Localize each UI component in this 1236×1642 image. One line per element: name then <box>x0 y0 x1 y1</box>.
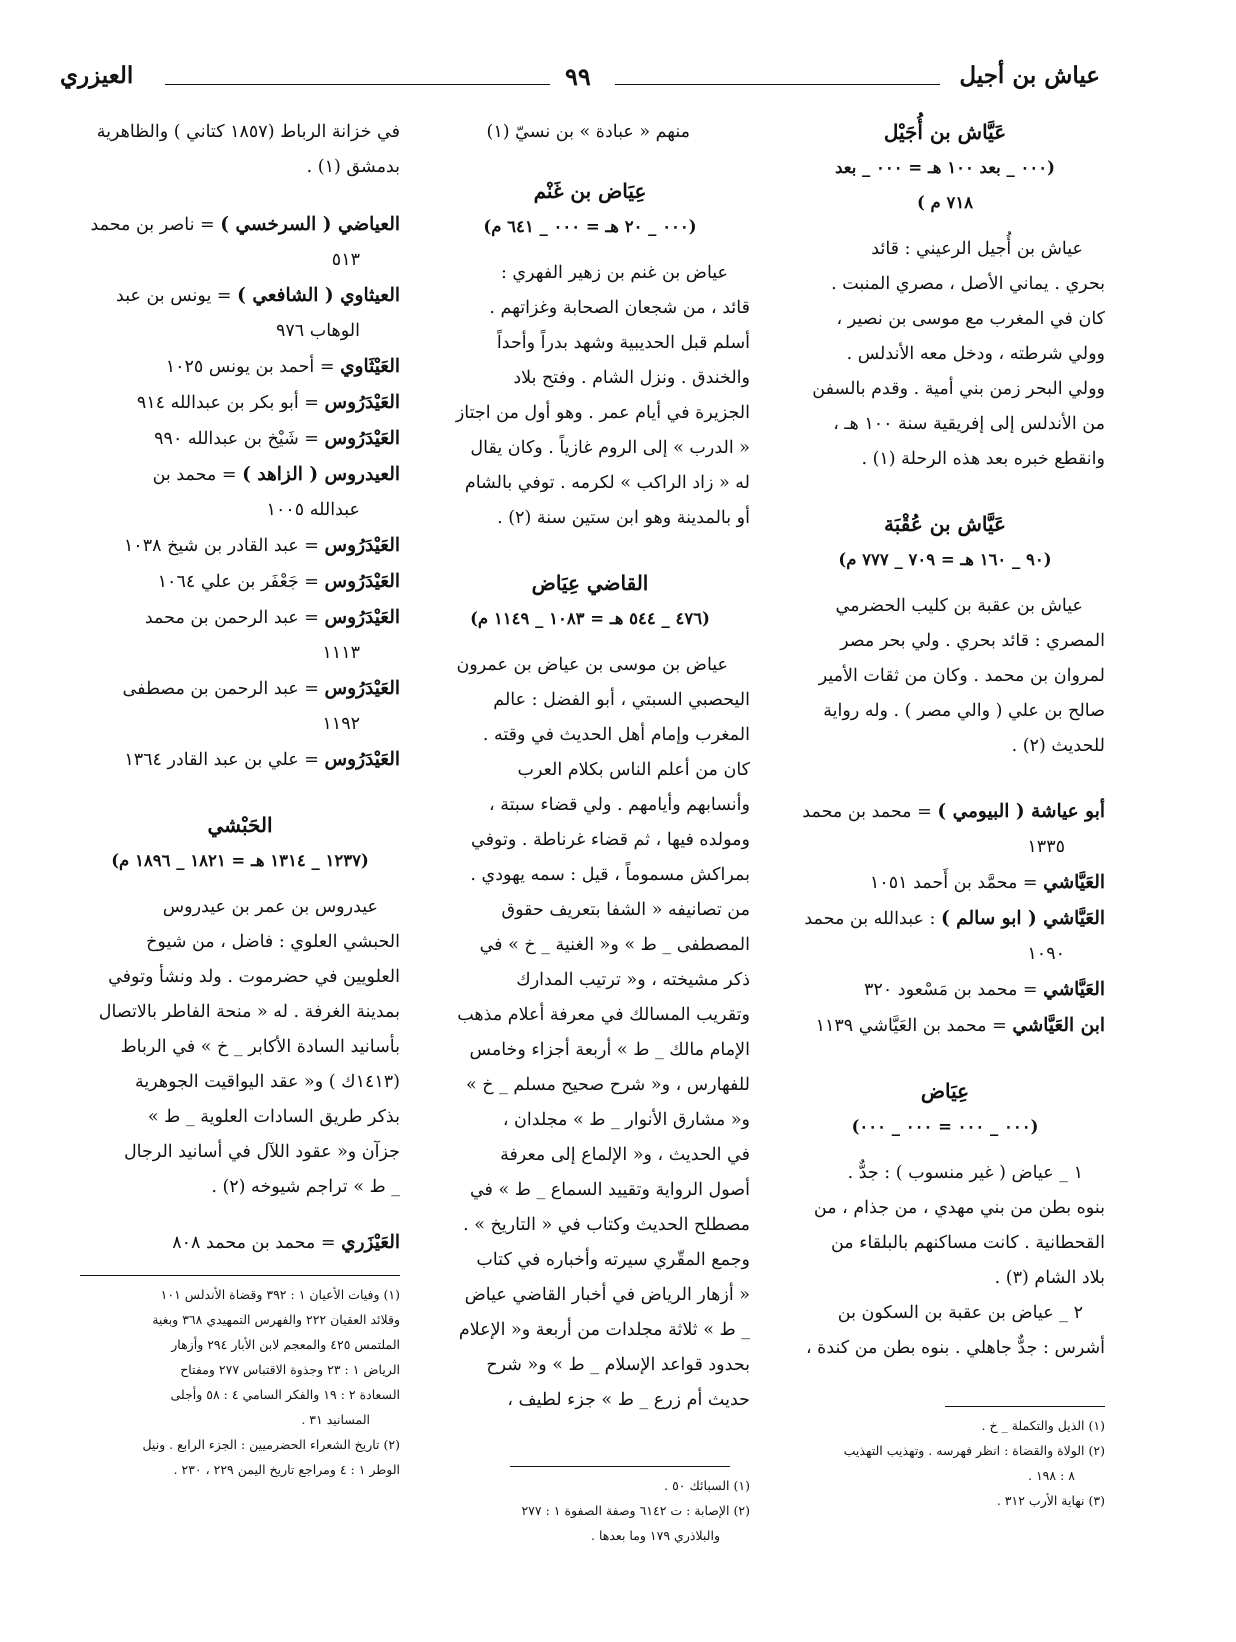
entry-dates: (٤٧٦ _ ٥٤٤ هـ = ١٠٨٣ _ ١١٤٩ م) <box>470 609 710 628</box>
text-line: الحبشي العلوي : فاضل ، من شيوخ <box>146 932 400 952</box>
text-line: بأسانيد السادة الأكابر _ خ » في الرباط <box>120 1037 400 1057</box>
cross-reference: أبو عياشة ( البيومي ) = محمد بن محمد <box>802 801 1105 822</box>
text-line: كان في المغرب مع موسى بن نصير ، <box>836 309 1105 329</box>
entry-heading: عَيَّاش بن أُجَيْل <box>883 120 1007 144</box>
text-line: وجمع المقّري سيرته وأخباره في كتاب <box>476 1250 750 1270</box>
text-line: الجزيرة في أيام عمر . وهو أول من اجتاز <box>455 403 750 423</box>
cross-reference: العَيْدَرُوس = عبد الرحمن بن محمد <box>144 607 400 628</box>
cross-reference: العَيْدَرُوس = عبد القادر بن شيخ ١٠٣٨ <box>123 535 400 556</box>
text-line: للفهارس ، و« شرح صحيح مسلم _ خ » <box>465 1075 750 1095</box>
cross-reference: العَيْدَرُوس = أبو بكر بن عبدالله ٩١٤ <box>136 392 400 413</box>
text-line: وأنسابهم وأيامهم . ولي قضاء سبتة ، <box>489 795 750 815</box>
text-line: « أزهار الرياض في أخبار القاضي عياض <box>464 1285 750 1305</box>
cross-reference: العَيَّاشي = محمَّد بن أَحمد ١٠٥١ <box>869 872 1105 893</box>
page-number: ٩٩ <box>565 62 591 91</box>
cross-reference-cont: ١٣٣٥ <box>1027 837 1065 857</box>
cross-reference-cont: ١١١٣ <box>322 643 360 663</box>
text-line: عياش بن أُجيل الرعيني : قائد <box>871 239 1083 259</box>
cross-reference-cont: ٥١٣ <box>331 250 360 270</box>
footnote: المسانيد ٣١ . <box>301 1412 370 1427</box>
text-line: بمراكش مسموماً ، قيل : سمه يهودي . <box>470 865 750 885</box>
text-line: أشرس : جدٌّ جاهلي . بنوه بطن من كندة ، <box>805 1338 1105 1358</box>
text-line: بحدود قواعد الإسلام _ ط » و« شرح <box>486 1355 750 1375</box>
column-middle <box>430 115 750 1548</box>
text-line: عيدروس بن عمر بن عيدروس <box>162 897 378 917</box>
footnote: (١) الذيل والتكملة _ خ . <box>981 1418 1105 1433</box>
text-line: بمدينة الغرفة . له « منحة الفاطر بالاتصال <box>98 1002 400 1022</box>
entry-dates: (٠٠٠ _ ٠٠٠ = ٠٠٠ _ ٠٠٠) <box>851 1117 1039 1136</box>
text-line: القحطانية . كانت مساكنهم بالبلقاء من <box>830 1233 1105 1253</box>
footnote: الوطر ١ : ٤ ومراجع تاريخ اليمن ٢٢٩ ، ٢٣٠ . <box>173 1462 400 1477</box>
cross-reference: ابن العَيَّاشي = محمد بن العَيَّاشي ١١٣٩ <box>815 1015 1105 1036</box>
text-line: _ ط » ثلاثة مجلدات من أربعة و« الإعلام <box>458 1320 750 1340</box>
text-line: من الأندلس إلى إفريقية سنة ١٠٠ هـ ، <box>833 414 1105 434</box>
entry-dates: ٧١٨ م ) <box>916 193 974 212</box>
text-line: ١ _ عياض ( غير منسوب ) : جدٌّ . <box>847 1163 1083 1183</box>
cross-reference: العَيَّاشي ( ابو سالم ) : عبدالله بن محمد <box>804 908 1105 929</box>
footnotes <box>785 1413 1105 1513</box>
cross-reference: العَيَّاشي = محمد بن مَسْعود ٣٢٠ <box>864 979 1105 1000</box>
cross-reference: العَيْدَرُوس = شَيْخ بن عبدالله ٩٩٠ <box>154 428 400 449</box>
text-line: وتقريب المسالك في معرفة أعلام مذهب <box>457 1005 750 1025</box>
cross-reference: العياضي ( السرخسي ) = ناصر بن محمد <box>90 214 400 235</box>
cross-reference: العيثاوي ( الشافعي ) = يونس بن عبد <box>116 285 400 306</box>
text-line: المصري : قائد بحري . ولي بحر مصر <box>840 631 1105 651</box>
cross-reference: العَيْزَري = محمد بن محمد ٨٠٨ <box>172 1232 400 1253</box>
entry-dates: (٠٠٠ _ بعد ١٠٠ هـ = ٠٠٠ _ بعد <box>835 158 1055 177</box>
footnote-rule <box>945 1406 1105 1407</box>
text-line: كان من أعلم الناس بكلام العرب <box>517 760 750 780</box>
text-line: بلاد الشام (٣) . <box>994 1268 1105 1288</box>
text-line: عياض بن غنم بن زهير الفهري : <box>500 263 728 283</box>
cross-reference: العَيْدَرُوس = علي بن عبد القادر ١٣٦٤ <box>124 749 400 770</box>
entry-dates: (٩٠ _ ١٦٠ هـ = ٧٠٩ _ ٧٧٧ م) <box>838 550 1052 569</box>
text-line: بدمشق (١) . <box>306 157 400 177</box>
footnote: والبلاذري ١٧٩ وما بعدها . <box>591 1528 720 1543</box>
text-line: مصطلح الحديث وكتاب في « التاريخ » . <box>463 1215 750 1235</box>
entry-heading: عِيَاض بن غَنْم <box>533 179 647 203</box>
text-line: العلويين في حضرموت . ولد ونشأ وتوفي <box>108 967 400 987</box>
footnote: السعادة ٢ : ١٩ والفكر السامي ٤ : ٥٨ وأجلى <box>170 1387 400 1402</box>
text-line: في الحديث ، و« الإلماع إلى معرفة <box>500 1145 750 1165</box>
text-line: المصطفى _ ط » و« الغنية _ خ » في <box>479 935 750 955</box>
text-line: أسلم قبل الحديبية وشهد بدراً وأحداً <box>496 333 750 353</box>
footnote: (١) السبائك ٥٠ . <box>664 1478 750 1493</box>
text-line: صالح بن علي ( والي مصر ) . وله رواية <box>823 701 1105 721</box>
text-line: المغرب وإمام أهل الحديث في وقته . <box>482 725 750 745</box>
cross-reference: العَيْثَاوي = أحمد بن يونس ١٠٢٥ <box>165 356 400 377</box>
footnotes <box>80 1282 400 1482</box>
column-right <box>785 115 1105 1513</box>
text-line: جزآن و« عقود اللآل في أسانيد الرجال <box>123 1142 400 1162</box>
footnote: الرياض ١ : ٢٣ وجذوة الاقتباس ٢٧٧ ومفتاح <box>180 1362 400 1377</box>
header-right-title: عياش بن أجيل <box>959 62 1100 89</box>
text-line: بذكر طريق السادات العلوية _ ط » <box>147 1107 400 1127</box>
text-line: الإمام مالك _ ط » أربعة أجزاء وخامس <box>469 1040 750 1060</box>
cross-reference-cont: عبدالله ١٠٠٥ <box>266 500 360 520</box>
running-header <box>60 62 1100 112</box>
text-line: بنوه بطن من بني مهدي ، من جذام ، من <box>813 1198 1105 1218</box>
text-line: وولي شرطته ، ودخل معه الأندلس . <box>846 344 1105 364</box>
entry-dates: (٠٠٠ _ ٢٠ هـ = ٠٠٠ _ ٦٤١ م) <box>483 217 697 236</box>
text-line: اليحصبي السبتي ، أبو الفضل : عالم <box>493 690 750 710</box>
text-line: عياش بن عقبة بن كليب الحضرمي <box>835 596 1083 616</box>
entry-dates: (١٢٣٧ _ ١٣١٤ هـ = ١٨٢١ _ ١٨٩٦ م) <box>111 851 369 870</box>
text-line: ذكر مشيخته ، و« ترتيب المدارك <box>516 970 750 990</box>
text-line: أصول الرواية وتقييد السماع _ ط » في <box>469 1180 750 1200</box>
footnote: الملتمس ٤٢٥ والمعجم لابن الأبار ٢٩٤ وأزهار <box>171 1337 400 1352</box>
text-line: ومولده فيها ، ثم قضاء غرناطة . وتوفي <box>470 830 750 850</box>
header-left-title: العيزري <box>60 62 134 89</box>
footnote: وقلائد العقيان ٢٢٢ والفهرس التمهيدي ٣٦٨ وبغية <box>152 1312 400 1327</box>
footnote: (١) وفيات الأعيان ١ : ٣٩٢ وقضاة الأندلس ١٠١ <box>160 1287 400 1302</box>
text-line: قائد ، من شجعان الصحابة وغزاتهم . <box>489 298 750 318</box>
cross-reference: العَيْدَرُوس = عبد الرحمن بن مصطفى <box>122 678 400 699</box>
cross-reference-cont: ١١٩٢ <box>322 714 360 734</box>
column-left <box>80 115 400 1482</box>
text-line: عياض بن موسى بن عياض بن عمرون <box>456 655 728 675</box>
text-line: لمروان بن محمد . وكان من ثقات الأمير <box>818 666 1105 686</box>
text-line: والخندق . ونزل الشام . وفتح بلاد <box>513 368 750 388</box>
entry-heading: عِيَاض <box>920 1079 970 1103</box>
text-line: حديث أم زرع _ ط » جزء لطيف ، <box>507 1390 750 1410</box>
text-line: و« مشارق الأنوار _ ط » مجلدان ، <box>502 1110 750 1130</box>
footnote-rule <box>80 1275 400 1276</box>
entry-heading: عَيَّاش بن عُقْبَة <box>883 512 1006 536</box>
text-line: له « زاد الراكب » لكرمه . توفي بالشام <box>464 473 750 493</box>
entry-heading: القاضي عِيَاض <box>531 571 649 595</box>
text-line: أو بالمدينة وهو ابن ستين سنة (٢) . <box>497 508 750 528</box>
cross-reference-cont: ١٠٩٠ <box>1027 944 1065 964</box>
header-rule-left <box>165 84 550 85</box>
footnote: (٢) الولاة والقضاة : انظر فهرسه . وتهذيب التهذيب <box>843 1443 1105 1458</box>
text-line: ٢ _ عياض بن عقبة بن السكون بن <box>837 1303 1083 1323</box>
footnote: (٣) نهاية الأرب ٣١٢ . <box>996 1493 1105 1508</box>
text-line: للحديث (٢) . <box>1011 736 1105 756</box>
footnote: (٢) الإصابة : ت ٦١٤٢ وصفة الصفوة ١ : ٢٧٧ <box>521 1503 750 1518</box>
footnote-rule <box>510 1466 730 1467</box>
footnotes <box>430 1473 750 1548</box>
header-rule-right <box>615 84 940 85</box>
text-line: من تصانيفه « الشفا بتعريف حقوق <box>501 900 750 920</box>
text-line: (١٤١٣ك ) و« عقد اليواقيت الجوهرية <box>134 1072 400 1092</box>
cross-reference: العَيْدَرُوس = جَعْفَر بن علي ١٠٦٤ <box>157 571 400 592</box>
cross-reference-cont: الوهاب ٩٧٦ <box>275 321 360 341</box>
text-line: _ ط » تراجم شيوخه (٢) . <box>211 1177 400 1197</box>
entry-heading: الحَبْشي <box>207 813 273 837</box>
text-line: « الدرب » إلى الروم غازياً . وكان يقال <box>470 438 750 458</box>
text-line: وولي البحر زمن بني أمية . وقدم بالسفن <box>812 379 1105 399</box>
text-line: بحري . يماني الأصل ، مصري المنبت . <box>831 274 1105 294</box>
text-line: وانقطع خبره بعد هذه الرحلة (١) . <box>861 449 1105 469</box>
text-line: في خزانة الرباط (١٨٥٧ كتاني ) والظاهرية <box>96 122 400 142</box>
footnote: ٨ : ١٩٨ . <box>1028 1468 1075 1483</box>
text-line: منهم « عبادة » بن نسيّ (١) <box>486 122 690 142</box>
footnote: (٢) تاريخ الشعراء الحضرميين : الجزء الرابع . ونيل <box>142 1437 400 1452</box>
cross-reference: العيدروس ( الزاهد ) = محمد بن <box>152 464 400 485</box>
